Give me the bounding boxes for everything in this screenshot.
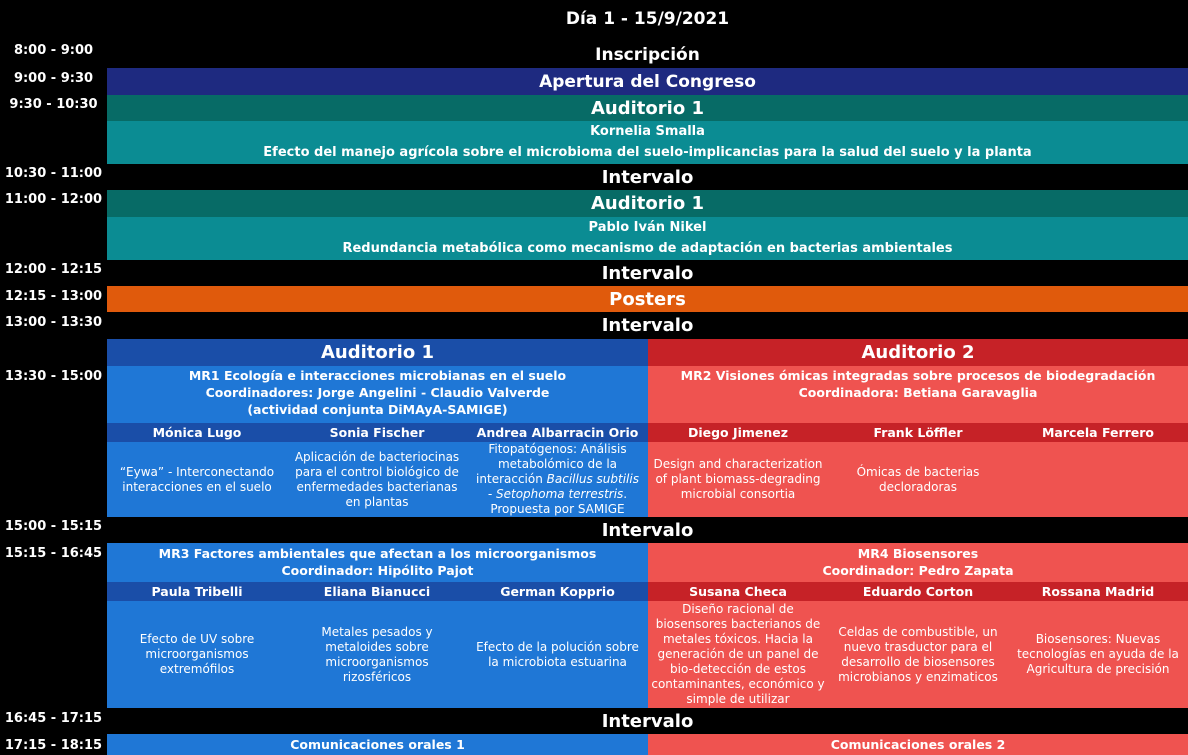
- mr2-description: [648, 366, 1188, 423]
- speaker-name: Eliana Bianucci: [323, 584, 431, 599]
- mr3-coordinator: Coordinador: Hipólito Pajot: [281, 563, 474, 578]
- speaker-name: Sonia Fischer: [329, 425, 425, 440]
- talk-title: Ómicas de bacterias decloradoras: [856, 464, 980, 494]
- mr1-speakers-row: [107, 423, 648, 442]
- mr3-title: MR3 Factores ambientales que afectan a los microorganismos: [158, 546, 597, 561]
- mr4-talks-row: [648, 601, 1188, 708]
- time-slot: 10:30 - 11:00: [4, 166, 103, 181]
- speaker-name: Mónica Lugo: [152, 425, 242, 440]
- break-row: Intervalo: [601, 519, 694, 541]
- keynote-speaker: Pablo Iván Nikel: [588, 219, 707, 235]
- speaker-name: Susana Checa: [689, 584, 787, 599]
- speaker-name: German Kopprio: [500, 584, 615, 599]
- mr4-description: [648, 543, 1188, 582]
- speaker-name: Rossana Madrid: [1041, 584, 1155, 599]
- oral-sessions-2: Comunicaciones orales 2: [648, 734, 1188, 755]
- talk-title: Metales pesados y metaloides sobre microorganismos rizosféricos: [321, 624, 433, 684]
- posters-row: Posters: [107, 286, 1188, 312]
- mr4-coordinator: Coordinador: Pedro Zapata: [822, 563, 1014, 578]
- talk-title: Diseño racional de biosensores bacterianos de metales tóxicos. Hacia la generación de un panel de bio-detección de estos contaminantes, económico y simple de utilizar: [651, 602, 825, 706]
- speaker-name: Eduardo Corton: [862, 584, 974, 599]
- time-slot: 16:45 - 17:15: [4, 711, 103, 726]
- empty-cell: [1008, 442, 1188, 517]
- speaker-name: Marcela Ferrero: [1041, 425, 1155, 440]
- time-slot: 8:00 - 9:00: [13, 43, 94, 58]
- keynote-box: [107, 121, 1188, 164]
- mr2-title: MR2 Visiones ómicas integradas sobre procesos de biodegradación: [680, 368, 1156, 383]
- talk-title: Efecto de UV sobre microorganismos extremófilos: [139, 632, 255, 676]
- mr3-speakers-row: [107, 582, 648, 601]
- keynote-box: [107, 217, 1188, 260]
- speaker-name: Frank Löffler: [873, 425, 963, 440]
- break-row: Intervalo: [601, 166, 694, 188]
- mr1-title: MR1 Ecología e interacciones microbianas en el suelo: [188, 368, 567, 383]
- opening-row: Apertura del Congreso: [107, 68, 1188, 95]
- talk-title: Biosensores: Nuevas tecnologías en ayuda de la Agricultura de precisión: [1017, 632, 1179, 676]
- oral-sessions-1: Comunicaciones orales 1: [107, 734, 648, 755]
- break-row: Intervalo: [601, 315, 694, 336]
- keynote-speaker: Kornelia Smalla: [590, 123, 705, 139]
- time-slot: 15:15 - 16:45: [4, 546, 103, 561]
- talk-title: Celdas de combustible, un nuevo trasductor para el desarrollo de biosensores microbianos y enzimaticos: [838, 624, 998, 684]
- time-slot: 12:00 - 12:15: [4, 262, 103, 277]
- time-slot: 17:15 - 18:15: [4, 738, 103, 753]
- speaker-name: Paula Tribelli: [151, 584, 243, 599]
- time-slot: 13:00 - 13:30: [4, 315, 103, 330]
- talk-title: Design and characterization of plant biomass-degrading microbial consortia: [653, 457, 823, 501]
- keynote-title: Efecto del manejo agrícola sobre el microbioma del suelo-implicancias para la salud del suelo y la planta: [263, 144, 1032, 160]
- hall-header-auditorio-1: Auditorio 1: [107, 339, 648, 366]
- time-slot: 15:00 - 15:15: [4, 519, 103, 534]
- registration-row: Inscripción: [595, 45, 700, 65]
- mr3-talks-row: [107, 601, 648, 708]
- time-slot: 11:00 - 12:00: [4, 192, 103, 207]
- speaker-name: Diego Jimenez: [687, 425, 789, 440]
- hall-header: Auditorio 1: [107, 190, 1188, 217]
- hall-header: Auditorio 1: [107, 95, 1188, 121]
- time-slot: 9:00 - 9:30: [13, 71, 94, 86]
- mr1-coordinators: Coordinadores: Jorge Angelini - Claudio Valverde: [205, 385, 550, 400]
- mr2-speakers-row: [648, 423, 1188, 442]
- talk-title: “Eywa” - Interconectando interacciones en el suelo: [119, 464, 275, 494]
- time-slot: 13:30 - 15:00: [4, 369, 103, 384]
- speaker-name: Andrea Albarracin Orio: [476, 425, 639, 440]
- talk-title-species: Bacillus subtilis - Setophoma terrestris: [487, 472, 639, 501]
- talk-title-part: Fitopatógenos: Análisis metabolómico de la interacción: [476, 442, 627, 486]
- talk-title: Aplicación de bacteriocinas para el control biológico de enfermedades bacterianas en plantas: [294, 449, 460, 509]
- mr2-coordinators: Coordinadora: Betiana Garavaglia: [798, 385, 1038, 400]
- mr1-note: (actividad conjunta DiMAyA-SAMIGE): [247, 402, 508, 417]
- page-title: Día 1 - 15/9/2021: [565, 9, 730, 29]
- talk-title-part: . Propuesta por SAMIGE: [490, 487, 628, 516]
- talk-title: Efecto de la polución sobre la microbiota estuarina: [476, 639, 639, 669]
- time-slot: 9:30 - 10:30: [9, 97, 98, 112]
- mr4-title: MR4 Biosensores: [857, 546, 979, 561]
- keynote-title: Redundancia metabólica como mecanismo de adaptación en bacterias ambientales: [342, 240, 953, 256]
- hall-header-auditorio-2: Auditorio 2: [648, 339, 1188, 366]
- mr3-description: [107, 543, 648, 582]
- mr4-speakers-row: [648, 582, 1188, 601]
- break-row: Intervalo: [601, 710, 694, 732]
- talk-title: [467, 442, 648, 517]
- time-slot: 12:15 - 13:00: [4, 289, 103, 304]
- break-row: Intervalo: [601, 262, 694, 284]
- mr1-talks-row: [107, 442, 648, 517]
- mr2-talks-row: [648, 442, 1188, 517]
- mr1-description: [107, 366, 648, 423]
